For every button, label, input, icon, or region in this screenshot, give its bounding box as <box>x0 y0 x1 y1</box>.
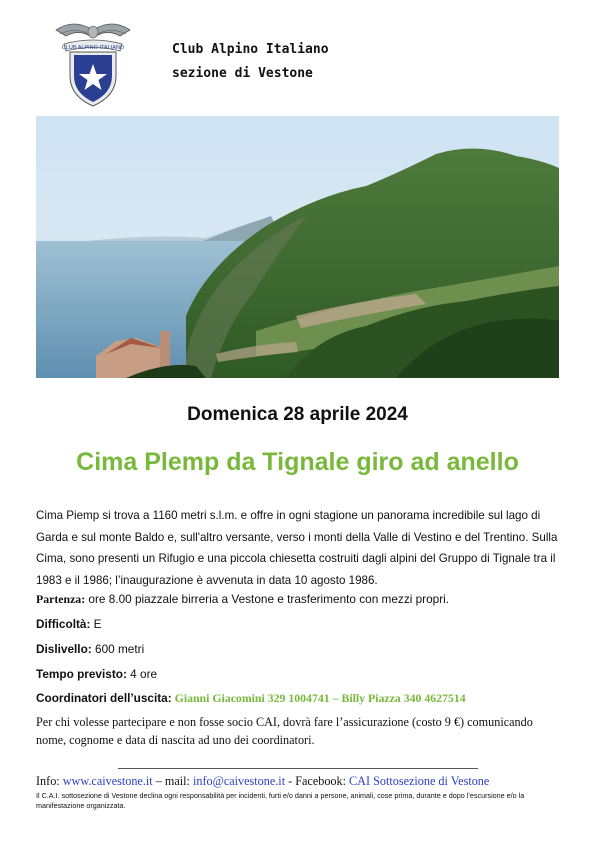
disclaimer: Il C.A.I. sottosezione di Vestone declina ogni responsabilità per incidenti, furti e/o danni a persone, animali, cose prima, durante e dopo l’escursione e/o la manifestazione organizzata. <box>36 791 525 810</box>
dislivello-value: 600 metri <box>91 642 145 656</box>
tempo-row <box>36 667 157 681</box>
coordinatori-value: Gianni Giacomini 329 1004741 – Billy Piazza 340 4627514 <box>171 691 466 705</box>
tempo-label: Tempo previsto: <box>36 667 127 681</box>
facebook-link[interactable]: CAI Sottosezione di Vestone <box>349 774 490 788</box>
difficolta-row <box>36 617 102 631</box>
footer-info <box>36 774 489 789</box>
partenza-label: Partenza: <box>36 592 86 606</box>
difficolta-label: Difficoltà: <box>36 617 91 631</box>
info-label: Info: <box>36 774 63 788</box>
mail-label: – mail: <box>152 774 193 788</box>
event-description: Cima Piemp si trova a 1160 metri s.l.m. e offre in ogni stagione un panorama incredibile sul lago di Garda e sul monte Baldo e, sull'altro versante, verso i monti della Valle di Vestino e del Trentino. Sulla Cima, sono presenti un Rifugio e una piccola chiesetta costruiti dagli alpini del Gruppo di Tignale tra il 1983 e il 1986; l’inaugurazione è avvenuta in data 10 agosto 1986. <box>36 509 558 587</box>
website-link[interactable]: www.caivestone.it <box>62 774 153 788</box>
footer-divider <box>118 768 478 769</box>
event-title: Cima Plemp da Tignale giro ad anello <box>76 448 519 476</box>
club-name: Club Alpino Italiano <box>172 42 329 57</box>
svg-text:CLUB ALPINO ITALIANO: CLUB ALPINO ITALIANO <box>61 45 125 51</box>
landscape-photo <box>36 116 559 378</box>
email-link[interactable]: info@caivestone.it <box>192 774 286 788</box>
partenza-row <box>36 592 449 607</box>
event-date: Domenica 28 aprile 2024 <box>187 404 408 425</box>
dislivello-label: Dislivello: <box>36 642 92 656</box>
dislivello-row <box>36 642 144 656</box>
coordinatori-row <box>36 691 466 706</box>
tempo-value: 4 ore <box>126 667 158 681</box>
section-name: sezione di Vestone <box>172 66 313 81</box>
coordinatori-label: Coordinatori dell’uscita: <box>36 691 172 705</box>
partenza-value: ore 8.00 piazzale birreria a Vestone e trasferimento con mezzi propri. <box>85 592 450 606</box>
facebook-label: - Facebook: <box>285 774 350 788</box>
cai-logo <box>54 16 132 108</box>
insurance-note: Per chi volesse partecipare e non fosse socio CAI, dovrà fare l’assicurazione (costo 9 €) comunicando nome, cognome e data di nascita ad uno dei coordinatori. <box>36 715 533 747</box>
difficolta-value: E <box>90 617 102 631</box>
